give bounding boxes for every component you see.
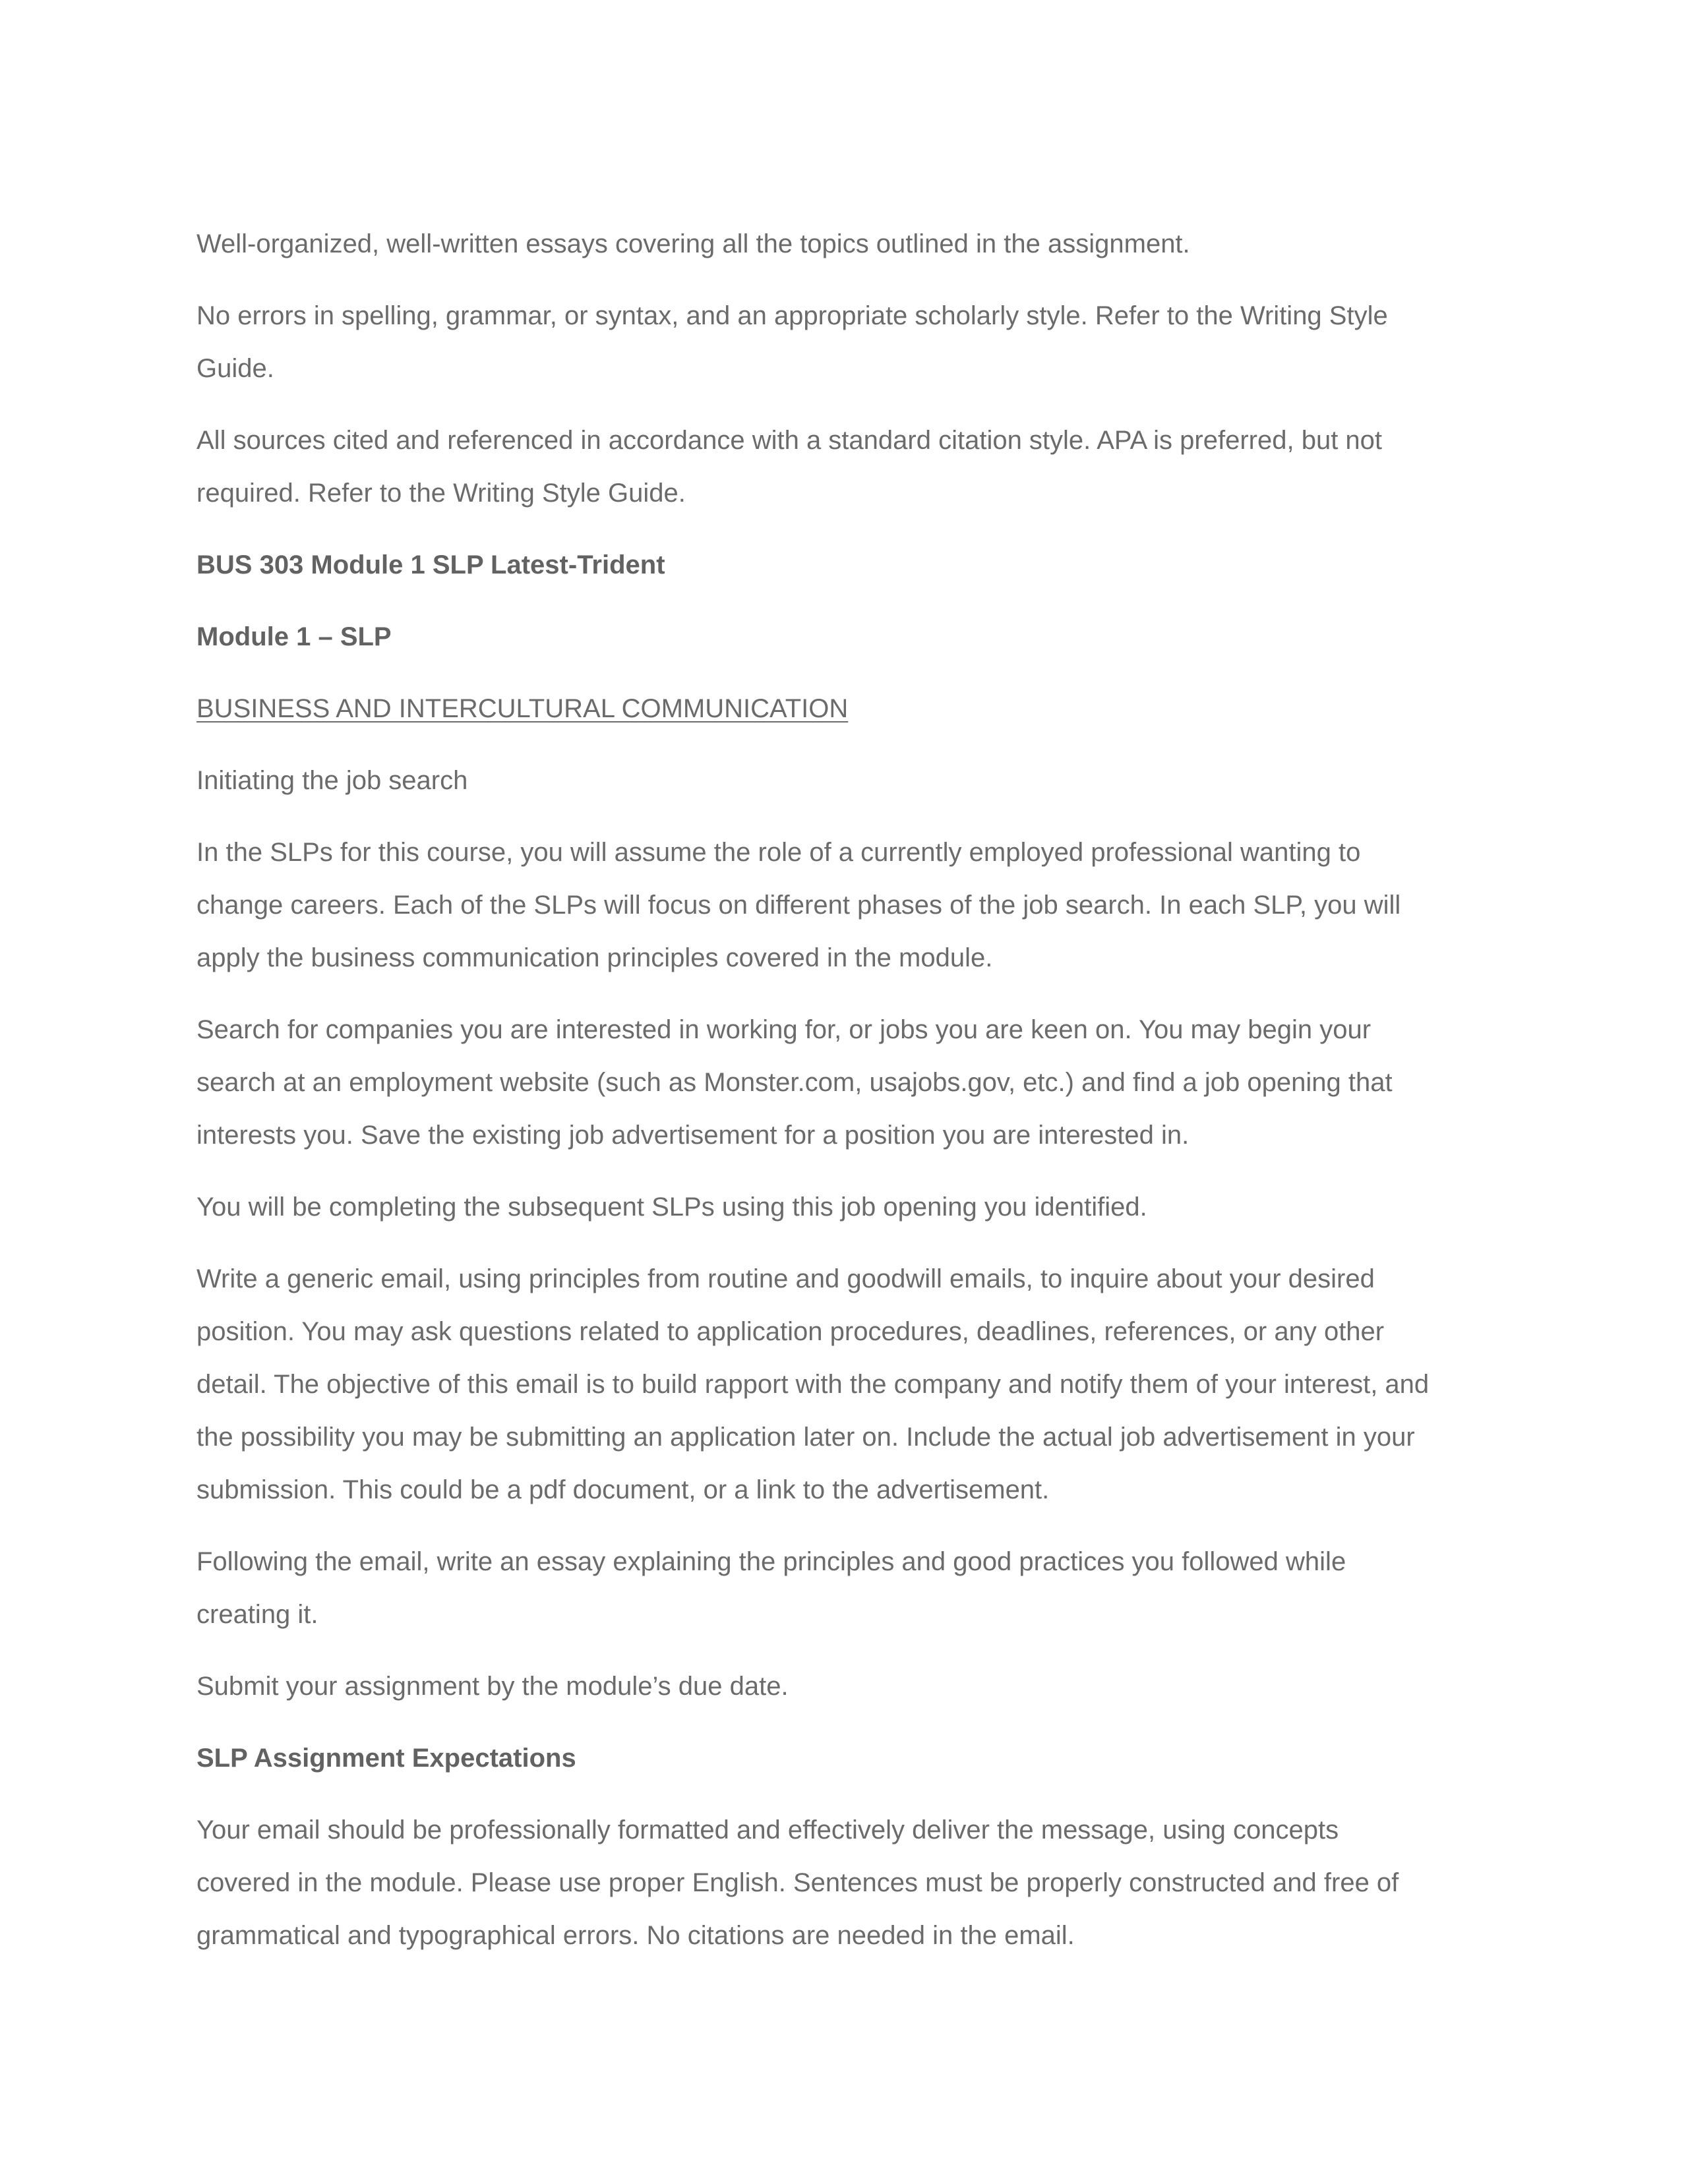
- text-line: change careers. Each of the SLPs will focus on different phases of the job search. In each SLP, you will: [196, 891, 1401, 920]
- paragraph-slp-role: [196, 826, 1502, 984]
- text-line: search at an employment website (such as Monster.com, usajobs.gov, etc.) and find a job opening that: [196, 1068, 1393, 1097]
- text-line: Your email should be professionally formatted and effectively deliver the message, using concepts: [196, 1815, 1339, 1845]
- text-line: Write a generic email, using principles from routine and goodwill emails, to inquire about your desired: [196, 1264, 1375, 1293]
- paragraph-errors: [196, 289, 1502, 395]
- text-line: the possibility you may be submitting an application later on. Include the actual job advertisement in your: [196, 1423, 1415, 1452]
- text-line: required. Refer to the Writing Style Guide.: [196, 479, 686, 508]
- paragraph-essay-task: [196, 1535, 1502, 1641]
- text-line: Guide.: [196, 354, 274, 383]
- heading-course: [196, 682, 1502, 735]
- document-page: [196, 218, 1502, 1981]
- paragraph-due-date: Submit your assignment by the module’s due date.: [196, 1672, 789, 1701]
- paragraph-search: [196, 1003, 1502, 1162]
- text-line: No errors in spelling, grammar, or syntax, and an appropriate scholarly style. Refer to the Writing Style: [196, 301, 1388, 330]
- paragraph-expectations: [196, 1804, 1502, 1962]
- course-title-underlined: BUSINESS AND INTERCULTURAL COMMUNICATION: [196, 694, 849, 723]
- paragraph-email-task: [196, 1253, 1502, 1516]
- text-line: detail. The objective of this email is to build rapport with the company and notify them of your interest, and: [196, 1370, 1430, 1399]
- text-line: apply the business communication principles covered in the module.: [196, 943, 993, 972]
- text-line: In the SLPs for this course, you will assume the role of a currently employed professional wanting to: [196, 838, 1361, 867]
- text-line: Following the email, write an essay explaining the principles and good practices you followed while: [196, 1547, 1346, 1576]
- paragraph-sources: [196, 414, 1502, 519]
- subtitle-job-search: Initiating the job search: [196, 766, 468, 795]
- text-line: covered in the module. Please use proper English. Sentences must be properly constructed and free of: [196, 1868, 1399, 1897]
- paragraph-subsequent: You will be completing the subsequent SLPs using this job opening you identified.: [196, 1193, 1147, 1222]
- heading-main: BUS 303 Module 1 SLP Latest-Trident: [196, 550, 665, 579]
- text-line: Search for companies you are interested in working for, or jobs you are keen on. You may begin your: [196, 1015, 1372, 1044]
- heading-module: Module 1 – SLP: [196, 622, 392, 651]
- text-line: creating it.: [196, 1600, 318, 1629]
- text-line: position. You may ask questions related to application procedures, deadlines, references, or any other: [196, 1317, 1385, 1346]
- text-line: submission. This could be a pdf document, or a link to the advertisement.: [196, 1475, 1050, 1504]
- text-line: interests you. Save the existing job advertisement for a position you are interested in.: [196, 1121, 1190, 1150]
- text-line: All sources cited and referenced in accordance with a standard citation style. APA is preferred, but not: [196, 426, 1383, 455]
- paragraph-essay-quality: [196, 218, 1502, 270]
- text-line: Well-organized, well-written essays covering all the topics outlined in the assignment.: [196, 229, 1190, 258]
- heading-expectations: SLP Assignment Expectations: [196, 1744, 576, 1773]
- text-line: grammatical and typographical errors. No citations are needed in the email.: [196, 1921, 1075, 1950]
